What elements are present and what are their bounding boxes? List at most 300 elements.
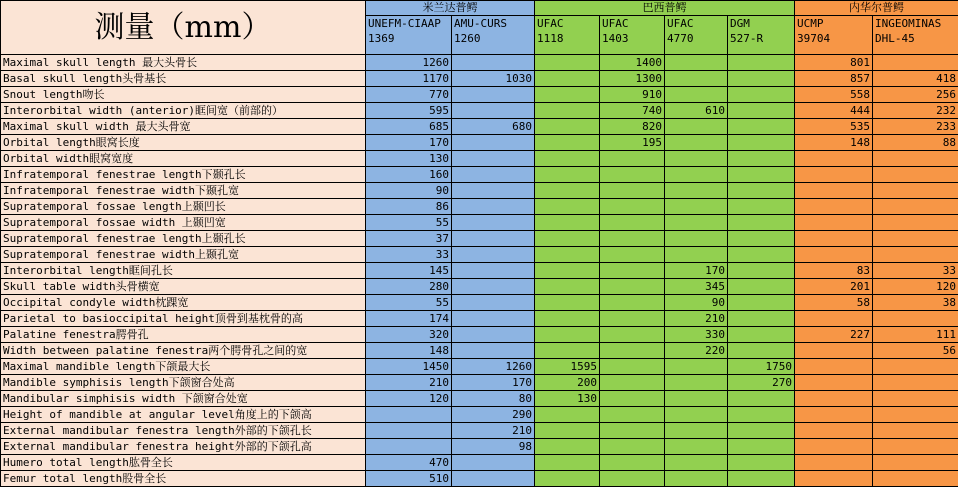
table-row bbox=[1, 407, 958, 423]
value-cell bbox=[665, 231, 728, 247]
value-cell: 910 bbox=[600, 87, 665, 103]
table-row bbox=[1, 151, 958, 167]
value-cell bbox=[452, 55, 535, 71]
value-cell bbox=[795, 375, 873, 391]
value-cell bbox=[452, 183, 535, 199]
group-header-blue: 米兰达普鳄 bbox=[366, 1, 535, 16]
value-cell bbox=[873, 359, 958, 375]
value-cell bbox=[535, 455, 600, 471]
table-row bbox=[1, 455, 958, 471]
value-cell bbox=[728, 199, 795, 215]
value-cell bbox=[452, 311, 535, 327]
value-cell bbox=[535, 311, 600, 327]
value-cell bbox=[873, 183, 958, 199]
specimen-number: 1369 bbox=[368, 32, 395, 45]
value-cell bbox=[873, 311, 958, 327]
value-cell bbox=[452, 455, 535, 471]
value-cell bbox=[728, 279, 795, 295]
value-cell bbox=[665, 439, 728, 455]
table-row bbox=[1, 391, 958, 407]
value-cell bbox=[535, 439, 600, 455]
value-cell bbox=[600, 391, 665, 407]
value-cell bbox=[873, 471, 958, 487]
value-cell bbox=[452, 135, 535, 151]
table-row bbox=[1, 215, 958, 231]
value-cell: 170 bbox=[665, 263, 728, 279]
value-cell bbox=[452, 247, 535, 263]
value-cell bbox=[665, 119, 728, 135]
value-cell bbox=[600, 199, 665, 215]
specimen-header bbox=[452, 16, 535, 55]
value-cell bbox=[452, 215, 535, 231]
value-cell bbox=[728, 55, 795, 71]
table-title: 测量（mm） bbox=[1, 1, 366, 55]
value-cell: 320 bbox=[366, 327, 452, 343]
value-cell bbox=[795, 455, 873, 471]
value-cell bbox=[728, 423, 795, 439]
row-label: Palatine fenestra腭骨孔 bbox=[1, 327, 366, 343]
row-label: External mandibular fenestra height外部的下颌孔高 bbox=[1, 439, 366, 455]
value-cell bbox=[665, 359, 728, 375]
value-cell bbox=[873, 455, 958, 471]
value-cell: 1030 bbox=[452, 71, 535, 87]
value-cell bbox=[873, 167, 958, 183]
value-cell bbox=[728, 167, 795, 183]
specimen-number: 527-R bbox=[730, 32, 764, 45]
value-cell: 227 bbox=[795, 327, 873, 343]
specimen-code: AMU-CURS bbox=[454, 17, 507, 30]
row-label: Basal skull length头骨基长 bbox=[1, 71, 366, 87]
row-label: Interorbital length眶间孔长 bbox=[1, 263, 366, 279]
value-cell bbox=[535, 327, 600, 343]
value-cell bbox=[535, 103, 600, 119]
table-row bbox=[1, 423, 958, 439]
table-row bbox=[1, 119, 958, 135]
value-cell bbox=[728, 407, 795, 423]
value-cell bbox=[665, 55, 728, 71]
value-cell bbox=[728, 391, 795, 407]
value-cell bbox=[535, 471, 600, 487]
value-cell: 55 bbox=[366, 295, 452, 311]
value-cell: 38 bbox=[873, 295, 958, 311]
value-cell: 232 bbox=[873, 103, 958, 119]
table-row bbox=[1, 439, 958, 455]
value-cell bbox=[535, 295, 600, 311]
table-row bbox=[1, 199, 958, 215]
value-cell: 111 bbox=[873, 327, 958, 343]
value-cell bbox=[535, 423, 600, 439]
value-cell bbox=[600, 311, 665, 327]
value-cell: 145 bbox=[366, 263, 452, 279]
value-cell bbox=[665, 199, 728, 215]
row-label: Occipital condyle width枕踝宽 bbox=[1, 295, 366, 311]
table-row bbox=[1, 231, 958, 247]
table-row bbox=[1, 103, 958, 119]
value-cell bbox=[795, 359, 873, 375]
row-label: Mandible symphisis length下颌窗合处高 bbox=[1, 375, 366, 391]
value-cell: 330 bbox=[665, 327, 728, 343]
value-cell bbox=[600, 327, 665, 343]
value-cell bbox=[795, 151, 873, 167]
value-cell bbox=[728, 263, 795, 279]
value-cell: 58 bbox=[795, 295, 873, 311]
specimen-number: 39704 bbox=[797, 32, 831, 45]
table-row bbox=[1, 359, 958, 375]
specimen-code: UFAC bbox=[602, 17, 629, 30]
row-label: Width between palatine fenestra两个腭骨孔之间的宽 bbox=[1, 343, 366, 359]
table-row bbox=[1, 55, 958, 71]
value-cell bbox=[795, 199, 873, 215]
value-cell: 1450 bbox=[366, 359, 452, 375]
value-cell: 80 bbox=[452, 391, 535, 407]
value-cell bbox=[600, 151, 665, 167]
value-cell bbox=[728, 135, 795, 151]
specimen-header bbox=[873, 16, 958, 55]
value-cell: 33 bbox=[366, 247, 452, 263]
value-cell bbox=[600, 375, 665, 391]
value-cell bbox=[452, 263, 535, 279]
value-cell: 148 bbox=[795, 135, 873, 151]
table-row bbox=[1, 87, 958, 103]
value-cell: 345 bbox=[665, 279, 728, 295]
value-cell bbox=[452, 87, 535, 103]
value-cell bbox=[728, 87, 795, 103]
value-cell: 233 bbox=[873, 119, 958, 135]
value-cell: 1750 bbox=[728, 359, 795, 375]
value-cell bbox=[366, 407, 452, 423]
value-cell bbox=[665, 87, 728, 103]
row-label: Supratemporal fenestrae width上颞孔宽 bbox=[1, 247, 366, 263]
value-cell: 148 bbox=[366, 343, 452, 359]
value-cell bbox=[728, 311, 795, 327]
value-cell bbox=[600, 247, 665, 263]
value-cell: 290 bbox=[452, 407, 535, 423]
group-header-orange: 内华尔普鳄 bbox=[795, 1, 958, 16]
specimen-number: DHL-45 bbox=[875, 32, 915, 45]
value-cell: 510 bbox=[366, 471, 452, 487]
value-cell: 56 bbox=[873, 343, 958, 359]
value-cell bbox=[873, 55, 958, 71]
value-cell bbox=[728, 119, 795, 135]
row-label: Maximal mandible length下颌最大长 bbox=[1, 359, 366, 375]
value-cell bbox=[873, 423, 958, 439]
value-cell bbox=[795, 391, 873, 407]
value-cell: 88 bbox=[873, 135, 958, 151]
specimen-code: UNEFM-CIAAP bbox=[368, 17, 441, 30]
value-cell: 1300 bbox=[600, 71, 665, 87]
value-cell: 86 bbox=[366, 199, 452, 215]
row-label: Height of mandible at angular level角度上的下颌高 bbox=[1, 407, 366, 423]
value-cell: 210 bbox=[665, 311, 728, 327]
value-cell bbox=[452, 103, 535, 119]
value-cell: 740 bbox=[600, 103, 665, 119]
value-cell bbox=[795, 407, 873, 423]
value-cell bbox=[873, 199, 958, 215]
specimen-code: DGM bbox=[730, 17, 750, 30]
row-label: Orbital length眼窝长度 bbox=[1, 135, 366, 151]
table-row bbox=[1, 311, 958, 327]
value-cell bbox=[535, 247, 600, 263]
value-cell bbox=[535, 151, 600, 167]
row-label: External mandibular fenestra length外部的下颌孔长 bbox=[1, 423, 366, 439]
value-cell bbox=[600, 231, 665, 247]
row-label: Femur total length股骨全长 bbox=[1, 471, 366, 487]
value-cell: 770 bbox=[366, 87, 452, 103]
value-cell bbox=[366, 439, 452, 455]
value-cell bbox=[795, 439, 873, 455]
row-label: Supratemporal fossae length上颞凹长 bbox=[1, 199, 366, 215]
value-cell: 160 bbox=[366, 167, 452, 183]
value-cell bbox=[535, 199, 600, 215]
row-label: Interorbital width (anterior)眶间宽（前部的） bbox=[1, 103, 366, 119]
specimen-code: UFAC bbox=[537, 17, 564, 30]
value-cell bbox=[728, 439, 795, 455]
value-cell bbox=[873, 231, 958, 247]
value-cell bbox=[795, 423, 873, 439]
value-cell: 220 bbox=[665, 343, 728, 359]
value-cell: 1595 bbox=[535, 359, 600, 375]
value-cell bbox=[665, 407, 728, 423]
table-row bbox=[1, 327, 958, 343]
value-cell bbox=[600, 263, 665, 279]
specimen-number: 1260 bbox=[454, 32, 481, 45]
row-label: Supratemporal fossae width 上颞凹宽 bbox=[1, 215, 366, 231]
value-cell bbox=[452, 167, 535, 183]
value-cell: 595 bbox=[366, 103, 452, 119]
value-cell bbox=[452, 279, 535, 295]
value-cell: 130 bbox=[535, 391, 600, 407]
value-cell: 685 bbox=[366, 119, 452, 135]
row-label: Supratemporal fenestrae length上颞孔长 bbox=[1, 231, 366, 247]
value-cell bbox=[665, 423, 728, 439]
group-header-green: 巴西普鳄 bbox=[535, 1, 795, 16]
value-cell: 210 bbox=[366, 375, 452, 391]
value-cell bbox=[795, 471, 873, 487]
table-row bbox=[1, 183, 958, 199]
specimen-header bbox=[366, 16, 452, 55]
value-cell: 470 bbox=[366, 455, 452, 471]
value-cell bbox=[535, 231, 600, 247]
value-cell: 90 bbox=[665, 295, 728, 311]
value-cell bbox=[665, 71, 728, 87]
value-cell bbox=[452, 295, 535, 311]
table-row bbox=[1, 295, 958, 311]
value-cell bbox=[795, 167, 873, 183]
value-cell bbox=[873, 247, 958, 263]
value-cell: 170 bbox=[452, 375, 535, 391]
row-label: Orbital width眼窝宽度 bbox=[1, 151, 366, 167]
table-row bbox=[1, 263, 958, 279]
value-cell: 820 bbox=[600, 119, 665, 135]
table-row bbox=[1, 71, 958, 87]
row-label: Snout length吻长 bbox=[1, 87, 366, 103]
value-cell bbox=[452, 231, 535, 247]
value-cell bbox=[535, 407, 600, 423]
value-cell: 610 bbox=[665, 103, 728, 119]
value-cell bbox=[728, 151, 795, 167]
value-cell bbox=[600, 455, 665, 471]
value-cell bbox=[535, 71, 600, 87]
value-cell: 37 bbox=[366, 231, 452, 247]
value-cell: 857 bbox=[795, 71, 873, 87]
value-cell bbox=[873, 375, 958, 391]
specimen-number: 1118 bbox=[537, 32, 564, 45]
row-label: Humero total length肱骨全长 bbox=[1, 455, 366, 471]
value-cell: 680 bbox=[452, 119, 535, 135]
value-cell bbox=[795, 215, 873, 231]
value-cell bbox=[873, 151, 958, 167]
value-cell bbox=[795, 231, 873, 247]
value-cell bbox=[452, 343, 535, 359]
group-header-row bbox=[1, 1, 958, 16]
specimen-code: UCMP bbox=[797, 17, 824, 30]
table-row bbox=[1, 279, 958, 295]
value-cell: 170 bbox=[366, 135, 452, 151]
value-cell bbox=[873, 215, 958, 231]
value-cell bbox=[600, 343, 665, 359]
specimen-header bbox=[535, 16, 600, 55]
value-cell: 1170 bbox=[366, 71, 452, 87]
value-cell bbox=[600, 167, 665, 183]
value-cell bbox=[665, 455, 728, 471]
value-cell bbox=[535, 263, 600, 279]
value-cell: 83 bbox=[795, 263, 873, 279]
value-cell bbox=[795, 247, 873, 263]
value-cell bbox=[665, 151, 728, 167]
value-cell: 98 bbox=[452, 439, 535, 455]
value-cell: 270 bbox=[728, 375, 795, 391]
value-cell: 130 bbox=[366, 151, 452, 167]
value-cell: 33 bbox=[873, 263, 958, 279]
value-cell bbox=[728, 471, 795, 487]
value-cell: 210 bbox=[452, 423, 535, 439]
row-label: Mandibular simphisis width 下颌窗合处宽 bbox=[1, 391, 366, 407]
value-cell: 1400 bbox=[600, 55, 665, 71]
value-cell bbox=[535, 87, 600, 103]
value-cell bbox=[728, 103, 795, 119]
value-cell: 558 bbox=[795, 87, 873, 103]
row-label: Skull table width头骨横宽 bbox=[1, 279, 366, 295]
value-cell bbox=[795, 343, 873, 359]
value-cell bbox=[728, 215, 795, 231]
specimen-code: INGEOMINAS bbox=[875, 17, 942, 30]
value-cell bbox=[535, 215, 600, 231]
specimen-header bbox=[795, 16, 873, 55]
value-cell bbox=[728, 295, 795, 311]
value-cell bbox=[728, 71, 795, 87]
value-cell bbox=[600, 215, 665, 231]
value-cell: 418 bbox=[873, 71, 958, 87]
value-cell bbox=[600, 183, 665, 199]
value-cell bbox=[452, 199, 535, 215]
value-cell bbox=[873, 391, 958, 407]
value-cell bbox=[665, 183, 728, 199]
value-cell: 1260 bbox=[366, 55, 452, 71]
value-cell bbox=[728, 327, 795, 343]
value-cell bbox=[535, 167, 600, 183]
value-cell bbox=[535, 55, 600, 71]
value-cell bbox=[728, 231, 795, 247]
row-label: Infratemporal fenestrae width下颞孔宽 bbox=[1, 183, 366, 199]
value-cell: 1260 bbox=[452, 359, 535, 375]
table-row bbox=[1, 471, 958, 487]
value-cell: 535 bbox=[795, 119, 873, 135]
value-cell bbox=[795, 311, 873, 327]
value-cell bbox=[535, 183, 600, 199]
table-row bbox=[1, 375, 958, 391]
value-cell bbox=[665, 135, 728, 151]
value-cell bbox=[728, 183, 795, 199]
value-cell bbox=[600, 471, 665, 487]
specimen-header bbox=[665, 16, 728, 55]
value-cell bbox=[873, 407, 958, 423]
value-cell bbox=[600, 407, 665, 423]
value-cell bbox=[728, 343, 795, 359]
specimen-header bbox=[728, 16, 795, 55]
value-cell bbox=[600, 295, 665, 311]
value-cell bbox=[665, 471, 728, 487]
table-row bbox=[1, 135, 958, 151]
row-label: Maximal skull width 最大头骨宽 bbox=[1, 119, 366, 135]
value-cell bbox=[535, 135, 600, 151]
value-cell bbox=[535, 279, 600, 295]
value-cell bbox=[665, 247, 728, 263]
value-cell bbox=[600, 279, 665, 295]
value-cell bbox=[366, 423, 452, 439]
value-cell: 195 bbox=[600, 135, 665, 151]
value-cell: 174 bbox=[366, 311, 452, 327]
table-row bbox=[1, 247, 958, 263]
value-cell bbox=[452, 151, 535, 167]
value-cell: 201 bbox=[795, 279, 873, 295]
value-cell: 200 bbox=[535, 375, 600, 391]
value-cell: 256 bbox=[873, 87, 958, 103]
specimen-number: 1403 bbox=[602, 32, 629, 45]
value-cell bbox=[728, 455, 795, 471]
specimen-code: UFAC bbox=[667, 17, 694, 30]
value-cell bbox=[795, 183, 873, 199]
value-cell: 120 bbox=[873, 279, 958, 295]
value-cell bbox=[535, 343, 600, 359]
row-label: Maximal skull length 最大头骨长 bbox=[1, 55, 366, 71]
specimen-number: 4770 bbox=[667, 32, 694, 45]
value-cell bbox=[452, 471, 535, 487]
value-cell bbox=[665, 391, 728, 407]
value-cell: 55 bbox=[366, 215, 452, 231]
value-cell bbox=[535, 119, 600, 135]
value-cell bbox=[600, 423, 665, 439]
value-cell bbox=[452, 327, 535, 343]
value-cell bbox=[600, 439, 665, 455]
table-row bbox=[1, 343, 958, 359]
value-cell bbox=[665, 375, 728, 391]
value-cell: 90 bbox=[366, 183, 452, 199]
measurement-rows bbox=[1, 55, 958, 487]
value-cell: 444 bbox=[795, 103, 873, 119]
value-cell: 120 bbox=[366, 391, 452, 407]
value-cell bbox=[600, 359, 665, 375]
value-cell bbox=[728, 247, 795, 263]
value-cell: 280 bbox=[366, 279, 452, 295]
table-row bbox=[1, 167, 958, 183]
value-cell bbox=[665, 167, 728, 183]
value-cell: 801 bbox=[795, 55, 873, 71]
value-cell bbox=[665, 215, 728, 231]
row-label: Parietal to basioccipital height顶骨到基枕骨的高 bbox=[1, 311, 366, 327]
value-cell bbox=[873, 439, 958, 455]
row-label: Infratemporal fenestrae length下颞孔长 bbox=[1, 167, 366, 183]
specimen-header bbox=[600, 16, 665, 55]
